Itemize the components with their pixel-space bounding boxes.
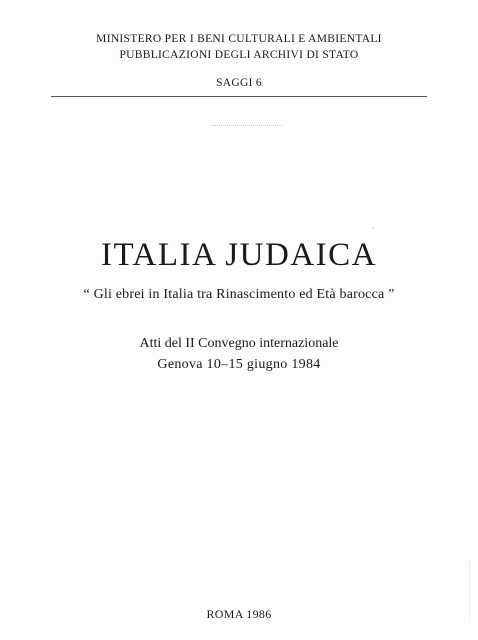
book-title: ITALIA JUDAICA — [101, 237, 377, 273]
paper-speck — [372, 227, 374, 229]
proceedings-line: Atti del II Convegno internazionale — [139, 336, 339, 351]
header-rule — [51, 96, 427, 97]
volume-number: SAGGI 6 — [216, 77, 262, 89]
ministry-heading: MINISTERO PER I BENI CULTURALI E AMBIENTALI — [96, 33, 382, 45]
conference-place-date: Genova 10–15 giugno 1984 — [157, 357, 321, 372]
series-heading: PUBBLICAZIONI DEGLI ARCHIVI DI STATO — [119, 49, 359, 61]
paper-specks — [212, 125, 282, 128]
imprint-place-year: ROMA 1986 — [206, 607, 272, 621]
page-edge-marks — [457, 560, 470, 620]
book-subtitle: “ Gli ebrei in Italia tra Rinascimento ed Età barocca ” — [83, 287, 395, 302]
